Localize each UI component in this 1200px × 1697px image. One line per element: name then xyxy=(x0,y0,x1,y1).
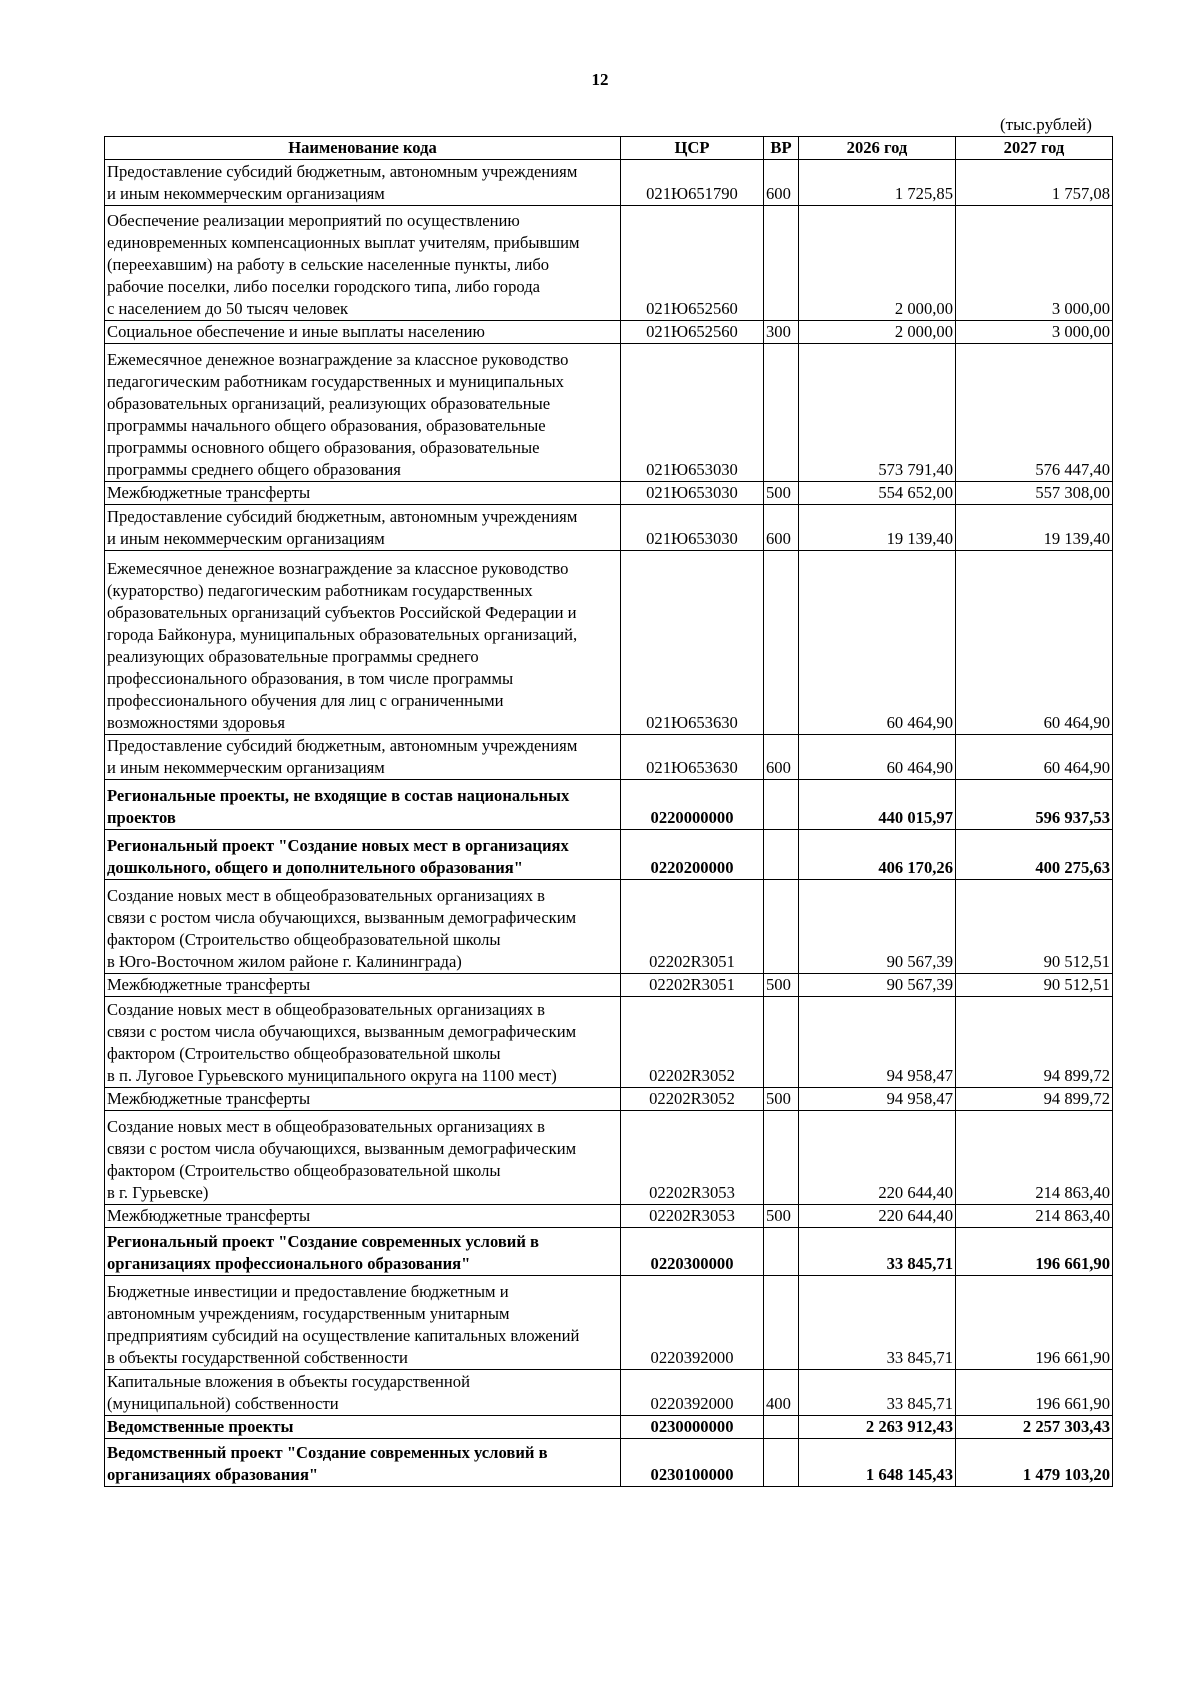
table-row xyxy=(105,780,1113,830)
row-vr xyxy=(764,997,799,1088)
row-amount-2026: 2 000,00 xyxy=(799,206,956,321)
row-csr: 02202R3053 xyxy=(621,1205,764,1228)
row-amount-2027: 2 257 303,43 xyxy=(956,1416,1113,1439)
row-amount-2026: 60 464,90 xyxy=(799,551,956,735)
row-amount-2026: 33 845,71 xyxy=(799,1276,956,1370)
row-vr: 300 xyxy=(764,321,799,344)
row-amount-2027: 90 512,51 xyxy=(956,880,1113,974)
row-amount-2027: 596 937,53 xyxy=(956,780,1113,830)
row-amount-2026: 19 139,40 xyxy=(799,505,956,551)
table-row xyxy=(105,1088,1113,1111)
row-amount-2027: 214 863,40 xyxy=(956,1111,1113,1205)
row-csr: 021Ю653030 xyxy=(621,344,764,482)
row-name: Ведомственный проект "Создание современных условий в организациях образования" xyxy=(105,1439,621,1487)
row-name: Межбюджетные трансферты xyxy=(105,974,621,997)
row-vr xyxy=(764,206,799,321)
header-2027: 2027 год xyxy=(956,137,1113,160)
row-name: Региональный проект "Создание современных условий в организациях профессионального образования" xyxy=(105,1228,621,1276)
row-csr: 02202R3052 xyxy=(621,1088,764,1111)
table-row xyxy=(105,321,1113,344)
row-vr xyxy=(764,1111,799,1205)
row-amount-2027: 90 512,51 xyxy=(956,974,1113,997)
row-csr: 021Ю653030 xyxy=(621,482,764,505)
row-amount-2026: 406 170,26 xyxy=(799,830,956,880)
row-vr: 500 xyxy=(764,974,799,997)
row-amount-2027: 196 661,90 xyxy=(956,1228,1113,1276)
row-amount-2027: 3 000,00 xyxy=(956,321,1113,344)
row-csr: 02202R3052 xyxy=(621,997,764,1088)
row-csr: 021Ю651790 xyxy=(621,160,764,206)
row-amount-2027: 400 275,63 xyxy=(956,830,1113,880)
row-name: Предоставление субсидий бюджетным, автономным учреждениям и иным некоммерческим организациям xyxy=(105,505,621,551)
row-amount-2027: 1 757,08 xyxy=(956,160,1113,206)
table-row xyxy=(105,344,1113,482)
row-amount-2026: 1 648 145,43 xyxy=(799,1439,956,1487)
header-vr: ВР xyxy=(764,137,799,160)
row-vr: 600 xyxy=(764,505,799,551)
table-row xyxy=(105,1439,1113,1487)
budget-table xyxy=(104,136,1113,1487)
table-row xyxy=(105,974,1113,997)
row-vr: 500 xyxy=(764,1205,799,1228)
row-vr: 600 xyxy=(764,735,799,780)
row-amount-2026: 94 958,47 xyxy=(799,997,956,1088)
row-vr xyxy=(764,1276,799,1370)
row-name: Предоставление субсидий бюджетным, автономным учреждениям и иным некоммерческим организациям xyxy=(105,160,621,206)
table-row xyxy=(105,735,1113,780)
row-csr: 021Ю652560 xyxy=(621,321,764,344)
row-amount-2026: 1 725,85 xyxy=(799,160,956,206)
row-vr xyxy=(764,1439,799,1487)
table-row xyxy=(105,551,1113,735)
row-vr xyxy=(764,1228,799,1276)
row-amount-2027: 19 139,40 xyxy=(956,505,1113,551)
table-row xyxy=(105,206,1113,321)
row-amount-2027: 94 899,72 xyxy=(956,1088,1113,1111)
row-amount-2026: 33 845,71 xyxy=(799,1370,956,1416)
row-csr: 0230000000 xyxy=(621,1416,764,1439)
row-vr: 400 xyxy=(764,1370,799,1416)
row-amount-2026: 33 845,71 xyxy=(799,1228,956,1276)
row-csr: 0220200000 xyxy=(621,830,764,880)
table-row xyxy=(105,1370,1113,1416)
row-name: Межбюджетные трансферты xyxy=(105,482,621,505)
row-name: Ведомственные проекты xyxy=(105,1416,621,1439)
row-csr: 02202R3051 xyxy=(621,880,764,974)
row-amount-2026: 60 464,90 xyxy=(799,735,956,780)
table-row xyxy=(105,1205,1113,1228)
row-amount-2026: 2 263 912,43 xyxy=(799,1416,956,1439)
table-row xyxy=(105,880,1113,974)
table-row xyxy=(105,997,1113,1088)
header-name: Наименование кода xyxy=(105,137,621,160)
row-vr xyxy=(764,780,799,830)
row-csr: 0220392000 xyxy=(621,1370,764,1416)
row-vr: 600 xyxy=(764,160,799,206)
header-row xyxy=(105,137,1113,160)
row-csr: 02202R3053 xyxy=(621,1111,764,1205)
table-row xyxy=(105,505,1113,551)
row-name: Создание новых мест в общеобразовательных организациях в связи с ростом числа обучающихся, вызванным демографическим фактором (Строительство общеобразовательной школы в п. Луговое Гурьевского муниципального округа на 1100 мест) xyxy=(105,997,621,1088)
row-amount-2026: 554 652,00 xyxy=(799,482,956,505)
row-name: Создание новых мест в общеобразовательных организациях в связи с ростом числа обучающихся, вызванным демографическим фактором (Строительство общеобразовательной школы в Юго-Восточном жилом районе г. Калининграда) xyxy=(105,880,621,974)
row-csr: 0220392000 xyxy=(621,1276,764,1370)
row-vr xyxy=(764,1416,799,1439)
row-csr: 021Ю653630 xyxy=(621,735,764,780)
table-row xyxy=(105,1111,1113,1205)
row-csr: 021Ю653630 xyxy=(621,551,764,735)
row-amount-2027: 214 863,40 xyxy=(956,1205,1113,1228)
table-row xyxy=(105,1228,1113,1276)
row-amount-2026: 90 567,39 xyxy=(799,880,956,974)
row-name: Социальное обеспечение и иные выплаты населению xyxy=(105,321,621,344)
row-amount-2027: 1 479 103,20 xyxy=(956,1439,1113,1487)
row-vr xyxy=(764,551,799,735)
header-csr: ЦСР xyxy=(621,137,764,160)
row-name: Региональный проект "Создание новых мест в организациях дошкольного, общего и дополнительного образования" xyxy=(105,830,621,880)
row-amount-2026: 573 791,40 xyxy=(799,344,956,482)
row-amount-2026: 440 015,97 xyxy=(799,780,956,830)
table-row xyxy=(105,482,1113,505)
header-2026: 2026 год xyxy=(799,137,956,160)
row-name: Бюджетные инвестиции и предоставление бюджетным и автономным учреждениям, государственным унитарным предприятиям субсидий на осуществление капитальных вложений в объекты государственной собственности xyxy=(105,1276,621,1370)
row-csr: 021Ю653030 xyxy=(621,505,764,551)
row-vr xyxy=(764,344,799,482)
row-vr: 500 xyxy=(764,1088,799,1111)
row-name: Ежемесячное денежное вознаграждение за классное руководство (кураторство) педагогическим работникам государственных образовательных организаций субъектов Российской Федерации и города Байконура, муниципальных образовательных организаций, реализующих образовательные программы среднего профессионального образования, в том числе программы профессионального обучения для лиц с ограниченными возможностями здоровья xyxy=(105,551,621,735)
table-row xyxy=(105,830,1113,880)
row-name: Межбюджетные трансферты xyxy=(105,1088,621,1111)
row-csr: 0230100000 xyxy=(621,1439,764,1487)
row-amount-2026: 94 958,47 xyxy=(799,1088,956,1111)
row-amount-2027: 94 899,72 xyxy=(956,997,1113,1088)
row-amount-2027: 196 661,90 xyxy=(956,1370,1113,1416)
row-name: Региональные проекты, не входящие в состав национальных проектов xyxy=(105,780,621,830)
row-name: Обеспечение реализации мероприятий по осуществлению единовременных компенсационных выплат учителям, прибывшим (переехавшим) на работу в сельские населенные пункты, либо рабочие поселки, либо поселки городского типа, либо города с населением до 50 тысяч человек xyxy=(105,206,621,321)
row-csr: 021Ю652560 xyxy=(621,206,764,321)
row-csr: 02202R3051 xyxy=(621,974,764,997)
row-amount-2026: 220 644,40 xyxy=(799,1111,956,1205)
table-row xyxy=(105,1276,1113,1370)
row-amount-2026: 2 000,00 xyxy=(799,321,956,344)
row-vr xyxy=(764,880,799,974)
row-csr: 0220000000 xyxy=(621,780,764,830)
row-amount-2026: 220 644,40 xyxy=(799,1205,956,1228)
table-body xyxy=(105,160,1113,1487)
row-amount-2027: 60 464,90 xyxy=(956,551,1113,735)
row-name: Капитальные вложения в объекты государственной (муниципальной) собственности xyxy=(105,1370,621,1416)
row-amount-2027: 196 661,90 xyxy=(956,1276,1113,1370)
row-vr: 500 xyxy=(764,482,799,505)
row-name: Предоставление субсидий бюджетным, автономным учреждениям и иным некоммерческим организациям xyxy=(105,735,621,780)
row-csr: 0220300000 xyxy=(621,1228,764,1276)
units-note: (тыс.рублей) xyxy=(1000,115,1092,134)
table-row xyxy=(105,1416,1113,1439)
row-amount-2027: 576 447,40 xyxy=(956,344,1113,482)
table-row xyxy=(105,160,1113,206)
row-vr xyxy=(764,830,799,880)
page-number: 12 xyxy=(591,70,609,89)
row-amount-2027: 3 000,00 xyxy=(956,206,1113,321)
row-amount-2026: 90 567,39 xyxy=(799,974,956,997)
row-name: Создание новых мест в общеобразовательных организациях в связи с ростом числа обучающихся, вызванным демографическим фактором (Строительство общеобразовательной школы в г. Гурьевске) xyxy=(105,1111,621,1205)
row-name: Межбюджетные трансферты xyxy=(105,1205,621,1228)
row-name: Ежемесячное денежное вознаграждение за классное руководство педагогическим работникам государственных и муниципальных образовательных организаций, реализующих образовательные программы начального общего образования, образовательные программы основного общего образования, образовательные программы среднего общего образования xyxy=(105,344,621,482)
row-amount-2027: 557 308,00 xyxy=(956,482,1113,505)
row-amount-2027: 60 464,90 xyxy=(956,735,1113,780)
